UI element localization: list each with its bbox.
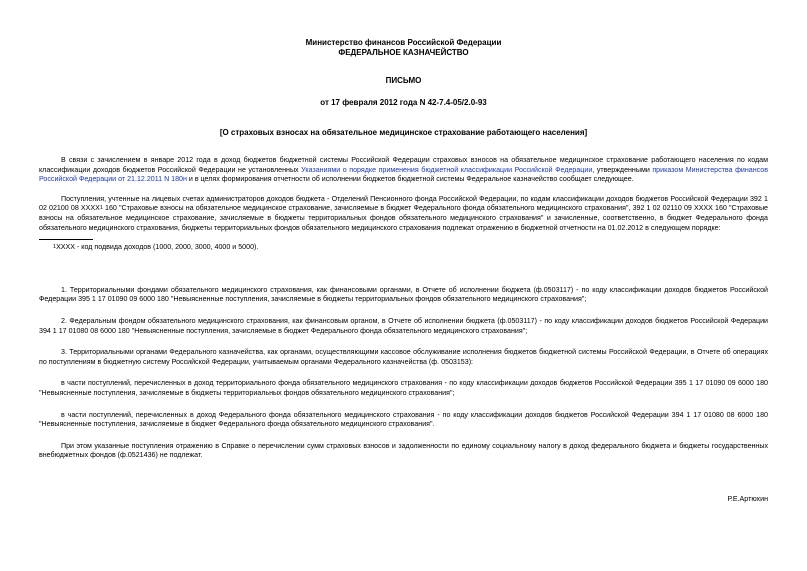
item-federal-fund-receipts: в части поступлений, перечисленных в доход Федерального фонда обязательного медицинского страхования - по коду классификации доходов бюджетов Российской Федерации 394 1 17 01080 08 6000 180 "Невыясненные поступления, зачисляемые в бюджет Федерального фонда обязательного медицинского страхования". <box>39 410 768 429</box>
org-name-line-2: ФЕДЕРАЛЬНОЕ КАЗНАЧЕЙСТВО <box>338 48 469 57</box>
footnote-mark: 1 <box>53 244 57 251</box>
link-budget-classification-instructions[interactable]: Указаниями о порядке применения бюджетной классификации Российской Федерации <box>301 165 593 174</box>
doc-subject: [О страховых взносах на обязательное медицинское страхование работающего населения] <box>219 128 588 137</box>
signature: Р.Е.Артюхин <box>727 494 768 503</box>
footnote <box>53 243 768 253</box>
receipts-text-2: 160 "Страховые взносы на обязательное медицинское страхование, зачисляемые в бюджет Федерального фонда обязательного медицинского страхования", 392 1 02 02110 09 XXXX 160 "Страховые взносы на обязательное медицинское страхование, зачисляемые в бюджеты территориальных фондов обязательного медицинского страхования" и зачисленные, соответственно, в бюджет Федерального фонда обязательного медицинского страхования, бюджеты территориальных фондов обязательного медицинского страхования подлежат отражению в бюджетной отчетности на 01.02.2012 в следующем порядке: <box>39 204 768 232</box>
link-minfin-order[interactable]: приказом Министерства финансов Российской Федерации от 21.12.2011 N 180н <box>39 165 769 184</box>
item-federal-fund: 2. Федеральным фондом обязательного медицинского страхования, как финансовым органом, в Отчете об исполнении бюджета (ф.0503117) - по коду классификации доходов бюджетов Российской Федерации 394 1 17 01080 08 6000 180 "Невыясненные поступления, зачисляемые в бюджет Федерального фонда обязательного медицинского страхования"; <box>39 316 768 335</box>
item-treasury-bodies: 3. Территориальными органами Федерального казначейства, как органами, осуществляющими кассовое обслуживание исполнения бюджетов бюджетной системы Российской Федерации, в Отчете об операциях по поступлениям в бюджетную систему Российской Федерации, учитываемым органами Федерального казначейства (ф. 0503153): <box>39 348 768 366</box>
intro-paragraph <box>39 156 768 185</box>
footnote-text: XXXX - код подвида доходов (1000, 2000, 3000, 4000 и 5000). <box>56 243 259 252</box>
intro-text-1: В связи с зачислением в январе 2012 года в доход бюджетов бюджетной системы Российской Федерации страховых взносов на обязательное медицинское страхование работающего населения по кодам классификации доходов бюджетов Российской Федерации не установленных <box>39 156 768 174</box>
receipts-text-1: Поступления, учтенные на лицевых счетах администраторов доходов бюджета - Отделений Пенсионного фонда Российской Федерации, по кодам классификации доходов бюджетов Российской Федерации 392 1 02 02100 08 XXXX <box>39 194 768 213</box>
footnote-divider <box>39 239 93 240</box>
item-territorial-fund-receipts: в части поступлений, перечисленных в доход территориального фонда обязательного медицинского страхования - по коду классификации доходов бюджетов Российской Федерации 395 1 17 01090 09 6000 180 "Невыясненные поступления, зачисляемые в бюджеты территориальных фондов обязательного медицинского страхования"; <box>39 379 768 397</box>
item-certificate-note: При этом указанные поступления отражению в Справке о перечислении сумм страховых взносов и задолженности по единому социальному налогу в доход федерального бюджета и бюджеты государственных внебюджетных фондов (ф.0521436) не подлежат. <box>39 441 768 460</box>
receipts-paragraph <box>39 195 768 233</box>
intro-text-3: и в целях формирования отчетности об исполнении бюджетов бюджетной системы Федеральное казначейство сообщает следующее. <box>186 175 634 184</box>
footnote-reference[interactable]: 1 <box>99 205 103 212</box>
document-page <box>39 38 768 512</box>
org-name-line-1: Министерство финансов Российской Федерации <box>305 38 502 47</box>
intro-text-2: , утвержденными <box>592 165 653 174</box>
doc-type: ПИСЬМО <box>385 76 422 85</box>
item-territorial-funds: 1. Территориальными фондами обязательного медицинского страхования, как финансовыми органами, в Отчете об исполнении бюджета (ф.0503117) - по коду классификации доходов бюджетов Российской Федерации 395 1 17 01090 09 6000 180 "Невыясненные поступления, зачисляемые в бюджеты территориальных фондов обязательного медицинского страхования"; <box>39 285 768 304</box>
doc-date-number: от 17 февраля 2012 года N 42-7.4-05/2.0-93 <box>320 98 487 107</box>
